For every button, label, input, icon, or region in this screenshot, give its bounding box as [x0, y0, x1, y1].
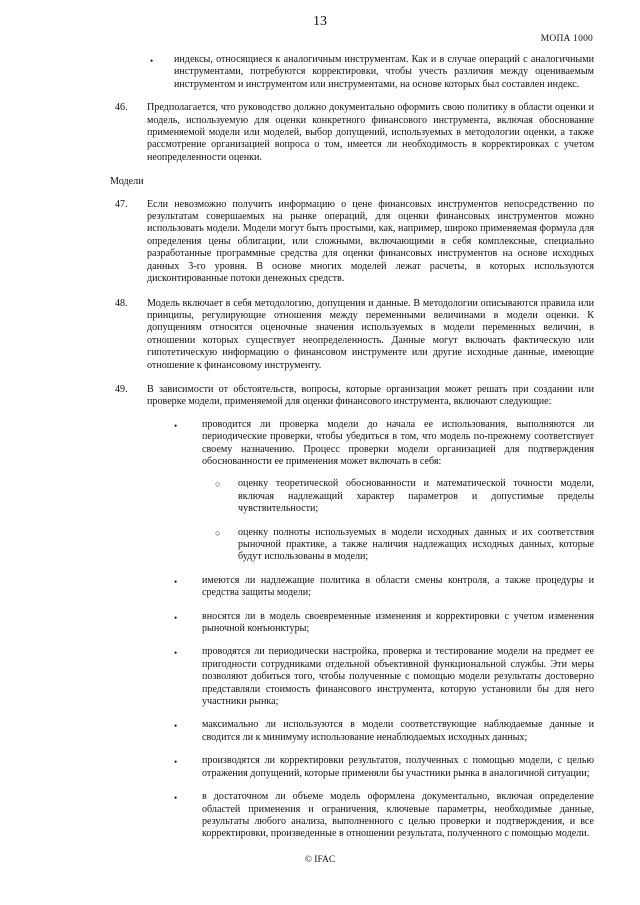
paragraph-46 — [110, 102, 594, 164]
bullet-text: максимально ли используются в модели соответствующие наблюдаемые данные и сводится ли к минимуму использование ненаблюдаемых исходных данных; — [202, 719, 594, 743]
bullet-item — [110, 54, 594, 91]
bullet-item — [147, 419, 594, 564]
bullet-text: имеются ли надлежащие политика в области смены контроля, а также процедуры и средства защиты модели; — [202, 574, 594, 599]
document-code: МОПА 1000 — [540, 34, 593, 44]
paragraph-text: В зависимости от обстоятельств, вопросы, которые организация может решать при создании или проверке модели, применяемой для оценки финансового инструмента, включают следующие: — [147, 383, 594, 408]
paragraph-text: Модель включает в себя методологию, допущения и данные. В методологии описываются правила или принципы, регулирующие отношения между переменными величинами в модели оценки. К допущениям относятся оценочные значения используемых в модели переменных величин, в отношении которых существует неопределенность. Данные могут включать фактическую или гипотетическую информацию о финансовом инструменте или другие исходные данные, имеющие отношение к финансовому инструменту. — [147, 297, 594, 371]
bullet-item — [147, 755, 594, 780]
bullet-mark: • — [174, 420, 178, 431]
sub-bullet-item — [202, 478, 594, 515]
bullet-item — [147, 575, 594, 600]
paragraph-text: Если невозможно получить информацию о цене финансовых инструментов непосредственно по результатам совершаемых на рынке операций, для оценки финансовых инструментов можно использовать модели. Модели могут быть простыми, как, например, широко применяемая формула для определения цены облигации, или сложными, включающими в себя комплексные, специально разработанные программные средства для оценки финансовых инструментов на основе исходных данных 3-го уровня. В основе многих моделей лежат расчеты, в которых используются дисконтированные потоки денежных средств. — [147, 198, 594, 285]
paragraph-number: 49. — [115, 383, 128, 395]
sub-bullet-mark: ○ — [215, 479, 221, 490]
bullet-mark: • — [174, 576, 178, 587]
bullet-text: вносятся ли в модель своевременные изменения и корректировки с учетом изменения рыночной конъюнктуры; — [202, 610, 594, 635]
bullet-mark: • — [174, 648, 178, 659]
page-footer: © IFAC — [304, 855, 336, 865]
sub-bullet-text: оценку полноты используемых в модели исходных данных и их соответствия рыночной практике, а также наличия надлежащих исходных данных, которые будут использованы в модели; — [238, 526, 594, 563]
section-heading: Модели — [110, 176, 144, 188]
sub-bullet-mark: ○ — [215, 527, 221, 538]
bullet-item — [147, 791, 594, 841]
page-number: 13 — [313, 14, 327, 29]
paragraph-text: Предполагается, что руководство должно документально оформить свою политику в области оценки и модель, используемую для оценки конкретного финансового инструмента, включая обоснование применяемой модели или моделей, выбор допущений, используемых в методологии оценки, а также рассмотрение организацией вопроса о том, имеется ли необходимость в корректировках с учетом неопределенности оценки. — [147, 102, 594, 163]
sub-bullet-item — [202, 527, 594, 564]
bullet-item — [147, 611, 594, 636]
bullet-mark: • — [174, 757, 178, 768]
bullet-mark: • — [174, 793, 178, 804]
paragraph-49 — [110, 384, 594, 841]
bullet-text: индексы, относящиеся к аналогичным инструментам. Как и в случае операций с аналогичными инструментами, потребуются корректировки, чтобы учесть различия между оцениваемым инструментом и инструментом или инструментами, на основе которых был составлен индекс. — [174, 54, 594, 90]
sub-bullet-text: оценку теоретической обоснованности и математической точности модели, включая надлежащий характер параметров и допустимые пределы чувствительности; — [238, 478, 594, 515]
bullet-mark: • — [174, 721, 178, 732]
paragraph-47 — [110, 199, 594, 286]
page-content — [110, 54, 594, 853]
paragraph-number: 47. — [115, 198, 128, 210]
paragraph-number: 46. — [115, 102, 128, 114]
bullet-item — [147, 719, 594, 744]
paragraph-number: 48. — [115, 297, 128, 309]
bullet-text: производятся ли корректировки результатов, полученных с помощью модели, с целью отражения допущений, которые применяли бы участники рынка в аналогичной ситуации; — [202, 755, 594, 779]
bullet-text: проводятся ли периодически настройка, проверка и тестирование модели на предмет ее пригодности сотрудниками отдельной объективной функциональной службы. Эти меры позволяют добиться того, чтобы полученные с помощью модели результаты достоверно представляли стоимость финансового инструмента, которую установили бы для него участники рынка; — [202, 646, 594, 708]
bullet-text: в достаточном ли объеме модель оформлена документально, включая определение областей применения и ограничения, ключевые параметры, необходимые данные, результаты любого анализа, выполненного с целью проверки и подтверждения, и все корректировки, произведенные в отношении результата, полученного с помощью модели. — [202, 791, 594, 840]
bullet-item — [147, 646, 594, 708]
bullet-mark: • — [150, 56, 154, 66]
bullet-text: проводится ли проверка модели до начала ее использования, выполняются ли периодические проверки, чтобы убедиться в том, что модель по-прежнему соответствует своему назначению. Процесс проверки модели организацией для подтверждения обоснованности ее применения может включать в себя: — [202, 418, 594, 467]
paragraph-48 — [110, 298, 594, 372]
bullet-mark: • — [174, 612, 178, 623]
